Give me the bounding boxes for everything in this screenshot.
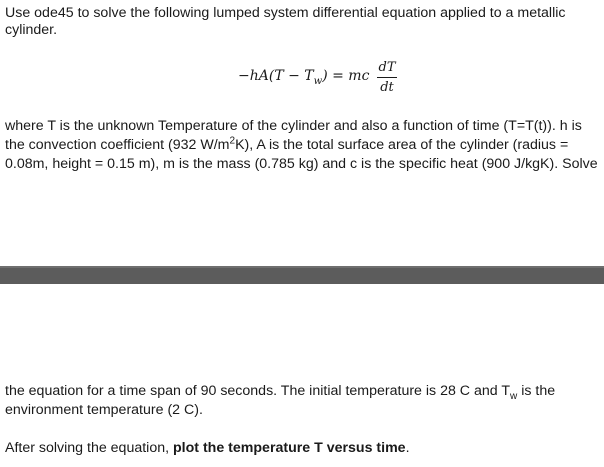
instruction-line: After solving the equation, plot the temperature T versus time. [5, 440, 410, 456]
page-break-divider [0, 266, 604, 284]
intro-line-1: Use ode45 to solve the following lumped system differential equation applied to a metallic [5, 5, 566, 21]
derivative-fraction [377, 60, 397, 96]
continuation-line-2: environment temperature (2 C). [5, 402, 203, 418]
fraction-denominator: dt [380, 80, 394, 95]
intro-line-2: cylinder. [5, 22, 58, 38]
description-line-2: the convection coefficient (932 $W/m^2K$), A is the total surface area of the cylinder (radius = [5, 135, 569, 153]
fraction-bar [377, 77, 397, 78]
equation-left-side: $-hA(T - T_w)$ = mc [238, 68, 370, 87]
description-line-3: 0.08m, height = 0.15 m), m is the mass (0.785 kg) and c is the specific heat (900 J/kgK). Solve [5, 156, 598, 172]
fraction-numerator: dT [378, 60, 396, 75]
description-line-1: where T is the unknown Temperature of the cylinder and also a function of time (T=T(t)). h is [5, 118, 582, 134]
continuation-line-1: the equation for a time span of 90 seconds. The initial temperature is 28 C and $T_w$ is the [5, 383, 556, 402]
instruction-emphasis: plot the temperature T versus time [173, 440, 406, 456]
